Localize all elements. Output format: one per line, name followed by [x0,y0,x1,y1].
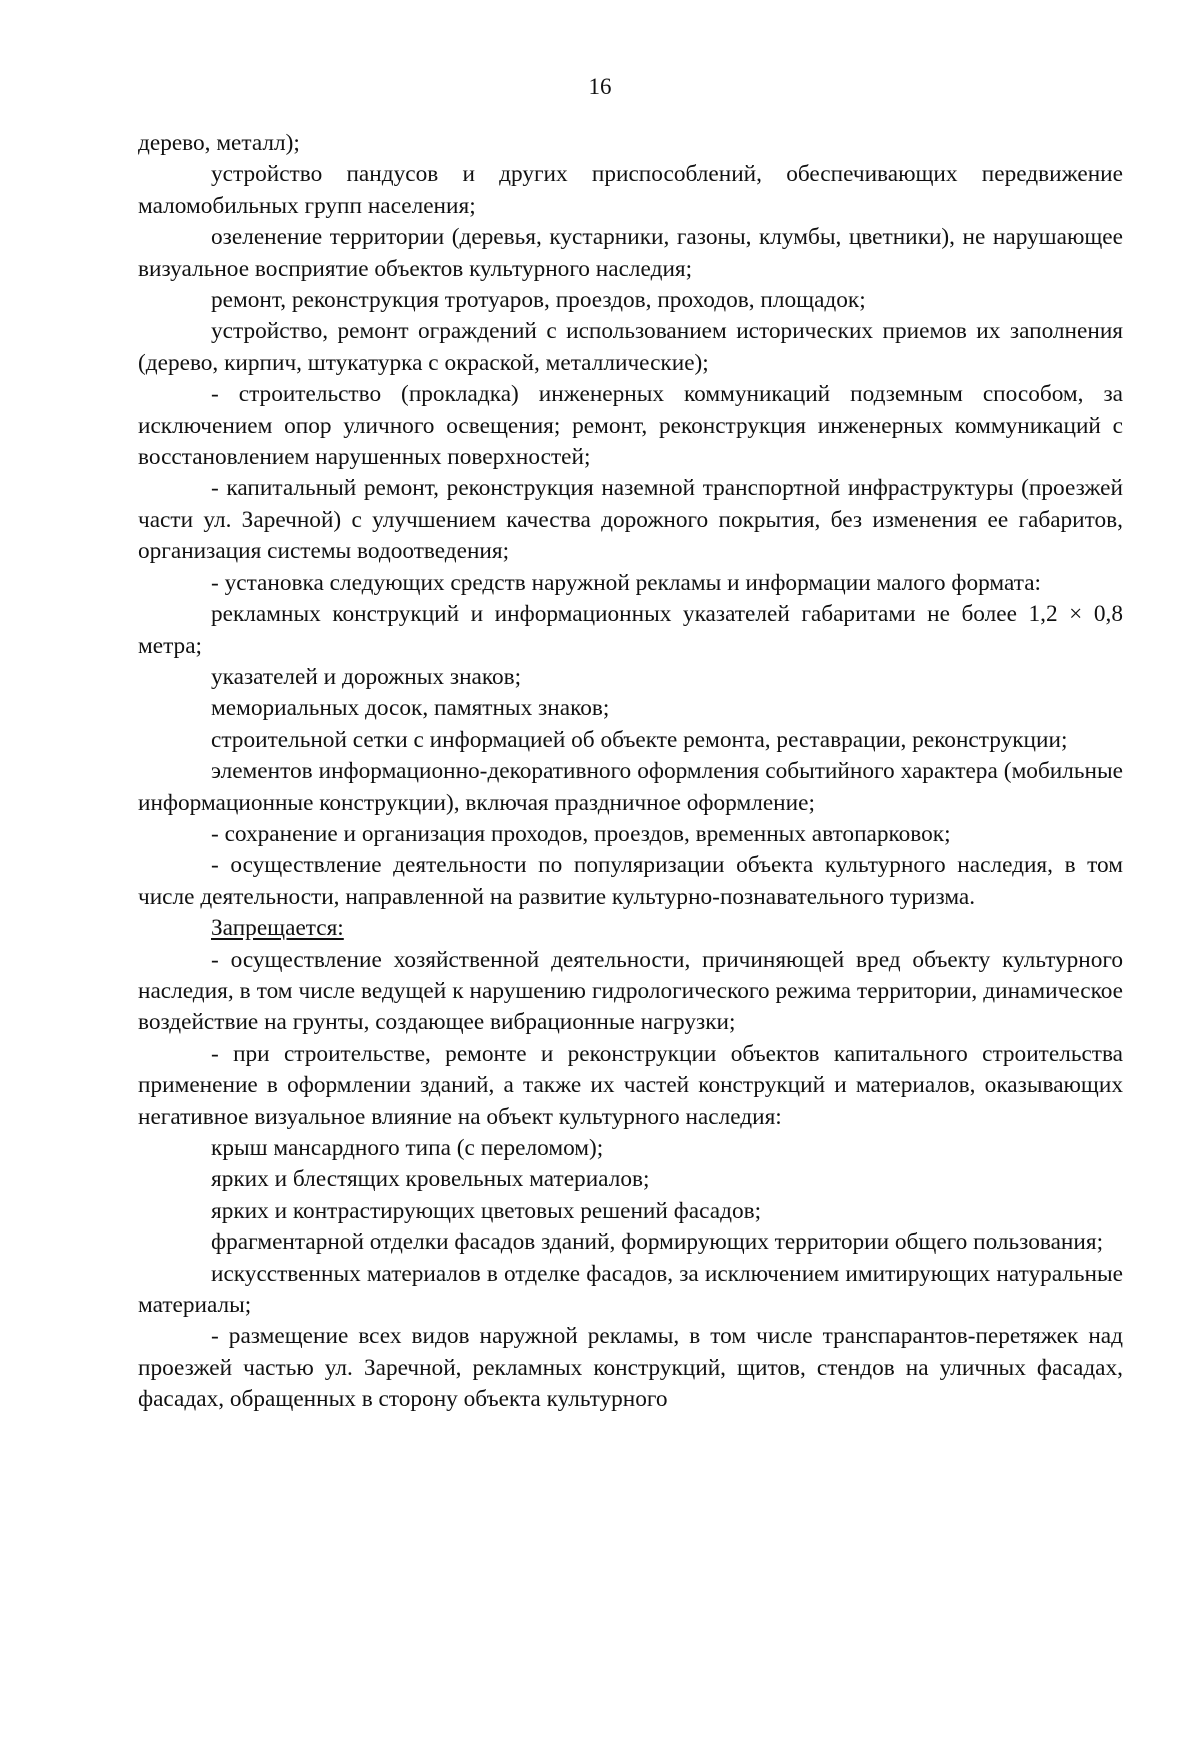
paragraph: - строительство (прокладка) инженерных коммуникаций подземным способом, за исключением опор уличного освещения; ремонт, реконструкция инженерных коммуникаций с восстановлением нарушенных поверхностей; [138,381,1123,471]
paragraph: - сохранение и организация проходов, проездов, временных автопарковок; [211,820,951,847]
paragraph: искусственных материалов в отделке фасадов, за исключением имитирующих натуральные материалы; [138,1260,1123,1319]
section-heading-prohibited [138,913,1123,944]
paragraph: - осуществление деятельности по популяризации объекта культурного наследия, в том числе деятельности, направленной на развитие культурно-познавательного туризма. [138,852,1123,910]
paragraph: строительной сетки с информацией об объекте ремонта, реставрации, реконструкции; [211,726,1068,753]
paragraph: ярких и контрастирующих цветовых решений фасадов; [211,1197,762,1224]
paragraph: ремонт, реконструкция тротуаров, проездов, проходов, площадок; [211,287,866,314]
paragraph: крыш мансардного типа (с переломом); [211,1135,604,1161]
paragraph: ярких и блестящих кровельных материалов; [211,1166,650,1193]
paragraph: указателей и дорожных знаков; [211,663,522,690]
paragraph: - размещение всех видов наружной рекламы, в том числе транспарантов-перетяжек над проезжей частью ул. Заречной, рекламных конструкций, щитов, стендов на уличных фасадах, фасадах, обращенных в сторону объекта культурного [138,1323,1123,1413]
paragraph: озеленение территории (деревья, кустарники, газоны, клумбы, цветники), не нарушающее визуальное восприятие объектов культурного наследия; [138,224,1123,282]
underlined-heading-text: Запрещается: [211,915,344,942]
paragraph: - при строительстве, ремонте и реконструкции объектов капитального строительства применение в оформлении зданий, а также их частей конструкций и материалов, оказывающих негативное визуальное влияние на объект культурного наследия: [138,1040,1123,1130]
document-body [138,128,1123,1416]
paragraph: фрагментарной отделки фасадов зданий, формирующих территории общего пользования; [211,1229,1104,1256]
paragraph: устройство, ремонт ограждений с использованием исторических приемов их заполнения (дерево, кирпич, штукатурка с окраской, металлические); [138,318,1123,376]
paragraph: - осуществление хозяйственной деятельности, причиняющей вред объекту культурного наследия, в том числе ведущей к нарушению гидрологического режима территории, динамическое воздействие на грунты, создающее вибрационные нагрузки; [138,946,1123,1036]
paragraph: устройство пандусов и других приспособлений, обеспечивающих передвижение маломобильных групп населения; [138,161,1123,219]
paragraph: рекламных конструкций и информационных указателей габаритами не более 1,2 × 0,8 метра; [138,601,1123,659]
paragraph: мемориальных досок, памятных знаков; [211,695,610,722]
paragraph: - капитальный ремонт, реконструкция наземной транспортной инфраструктуры (проезжей части ул. Заречной) с улучшением качества дорожного покрытия, без изменения ее габаритов, организация системы водоотведения; [138,475,1123,565]
paragraph: дерево, металл); [138,130,300,156]
paragraph: - установка следующих средств наружной рекламы и информации малого формата: [211,569,1042,596]
page-number: 16 [588,74,612,99]
paragraph: элементов информационно-декоративного оформления событийного характера (мобильные информационные конструкции), включая праздничное оформление; [138,758,1123,816]
